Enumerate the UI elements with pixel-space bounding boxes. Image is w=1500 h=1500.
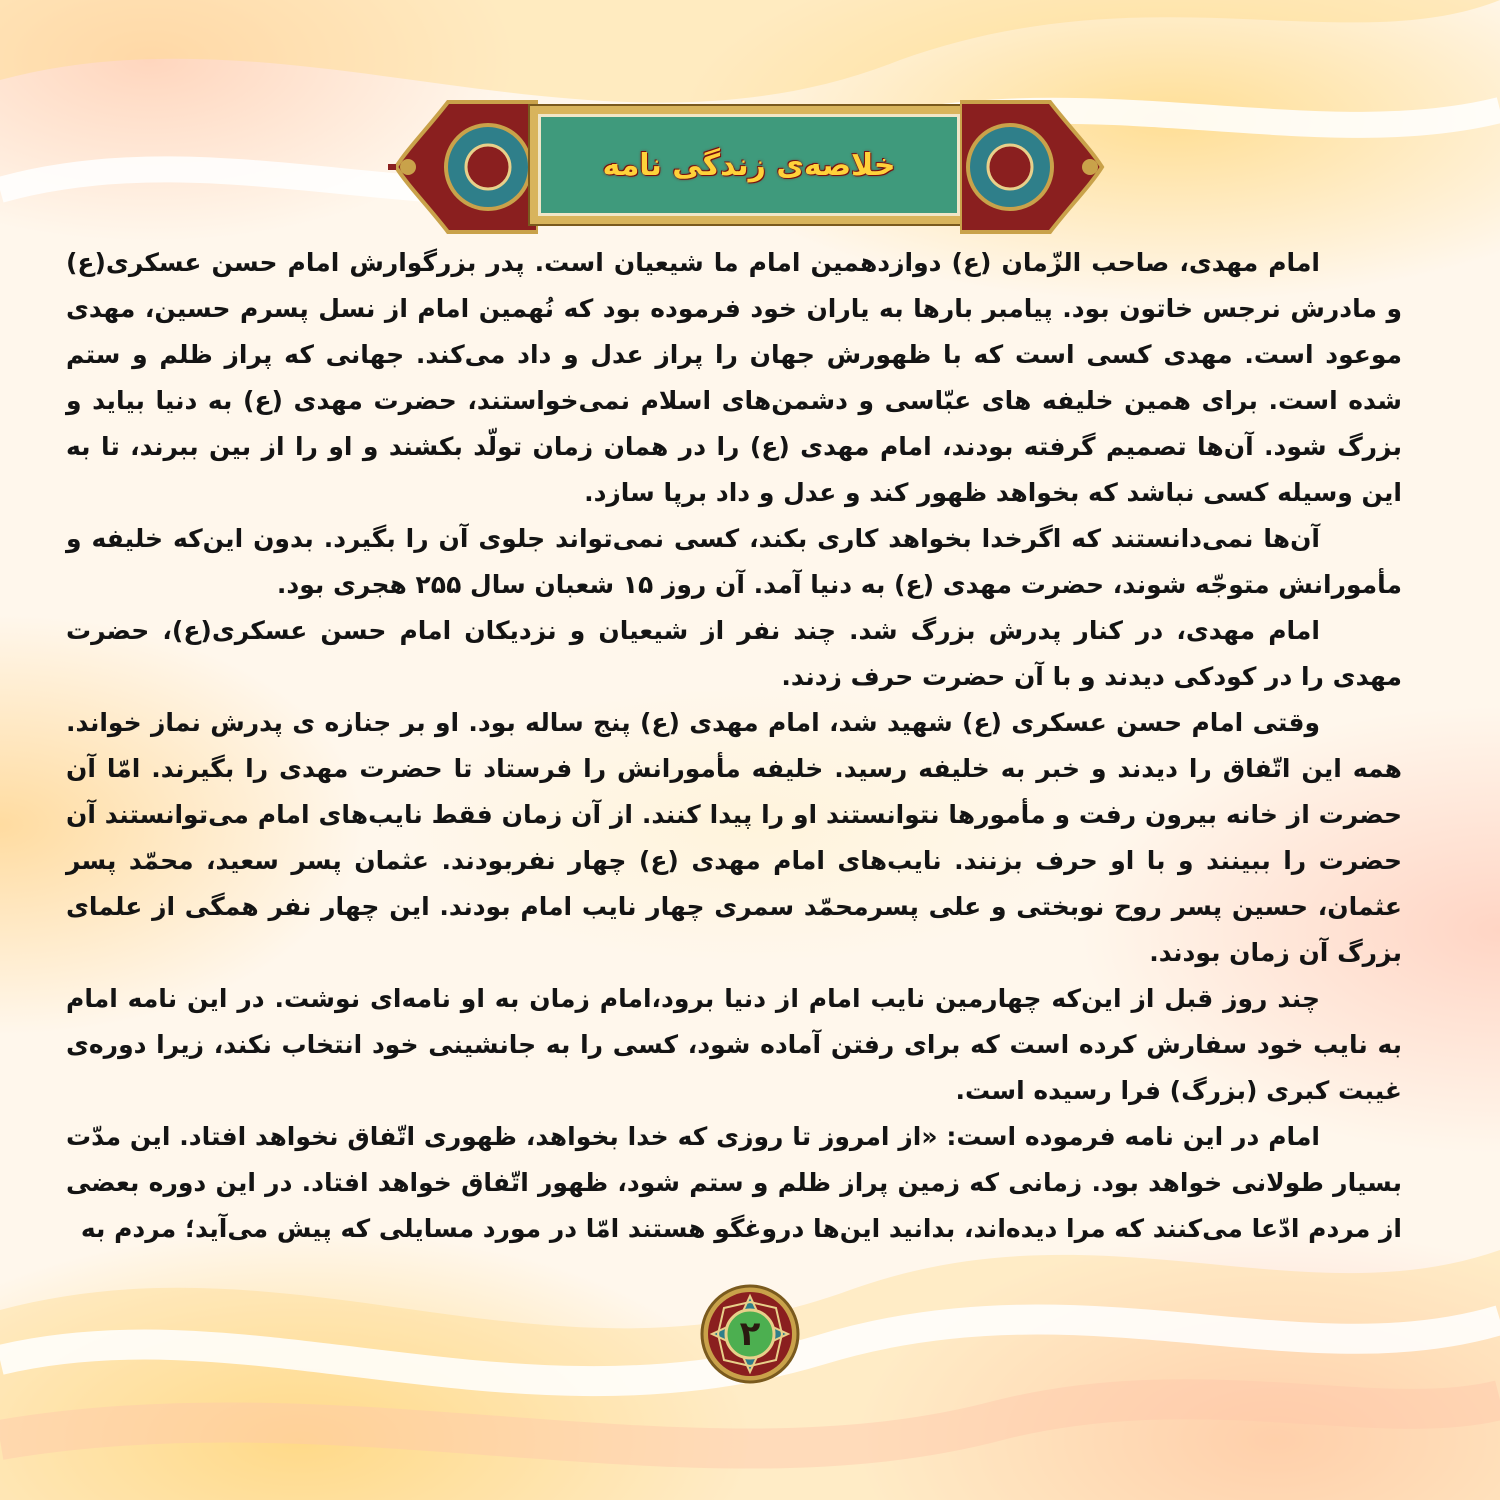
paragraph: امام مهدی، در کنار پدرش بزرگ شد. چند نفر از شیعیان و نزدیکان امام حسن عسکری(ع)، حضرت مهدی را در کودکی دیدند و با آن حضرت حرف زدند.	[66, 616, 1402, 691]
paragraph: وقتی امام حسن عسکری (ع) شهید شد، امام مهدی (ع) پنج ساله بود. او بر جنازه ی پدرش نماز خواند. همه این اتّفاق را دیدند و خبر به خلیفه رسید. خلیفه مأمورانش را فرستاد تا حضرت مهدی را بگیرند. امّا آن حضرت از خانه بیرون رفت و مأمورها نتوانستند او را پیدا کنند. از آن زمان فقط نایب‌های امام می‌توانستند آن حضرت را ببینند و با او حرف بزنند. نایب‌های امام مهدی (ع) چهار نفربودند. عثمان پسر سعید، محمّد پسر عثمان، حسین پسر روح نوبختی و علی پسرمحمّد سمری چهار نایب امام بودند. این چهار نفر همگی از علمای بزرگ آن زمان بودند.	[66, 708, 1402, 967]
page-title: خلاصه‌ی زندگی نامه	[602, 147, 896, 183]
arabesque-ornament-right	[960, 98, 1110, 236]
paragraph: آن‌ها نمی‌دانستند که اگرخدا بخواهد کاری بکند، کسی نمی‌تواند جلوی آن را بگیرد. بدون این‌که خلیفه و مأمورانش متوجّه شوند، حضرت مهدی (ع) به دنیا آمد. آن روز ۱۵ شعبان سال ۲۵۵ هجری بود.	[66, 524, 1402, 599]
title-banner	[388, 98, 1110, 236]
page-number: ۲	[739, 1314, 761, 1354]
paragraph: امام مهدی، صاحب الزّمان (ع) دوازدهمین امام ما شیعیان است. پدر بزرگوارش امام حسن عسکری(ع) و مادرش نرجس خاتون بود. پیامبر بارها به یاران خود فرموده بود که نُهمین امام از نسل پسرم حسین، مهدی موعود است. مهدی کسی است که با ظهورش جهان را پراز عدل و داد می‌کند. جهانی که پراز ظلم و ستم شده است. برای همین خلیفه های عبّاسی و دشمن‌های اسلام نمی‌خواستند، حضرت مهدی (ع) به دنیا بیاید و بزرگ شود. آن‌ها تصمیم گرفته بودند، امام مهدی (ع) را در همان زمان تولّد بکشند و او را از بین ببرند، تا به این وسیله کسی نباشد که بخواهد ظهور کند و عدل و داد برپا سازد.	[66, 248, 1402, 507]
biography-text	[66, 240, 1402, 1252]
title-plate	[528, 104, 970, 226]
paragraph: امام در این نامه فرموده است: «از امروز تا روزی که خدا بخواهد، ظهوری اتّفاق نخواهد افتاد. این مدّت بسیار طولانی خواهد بود. زمانی که زمین پراز ظلم و ستم شود، ظهور اتّفاق خواهد افتاد. در این دوره بعضی از مردم ادّعا می‌کنند که مرا دیده‌اند، بدانید این‌ها دروغگو هستند امّا در مورد مسایلی که پیش می‌آید؛ مردم به	[66, 1122, 1402, 1243]
arabesque-ornament-left	[388, 98, 538, 236]
page-number-badge	[676, 1284, 824, 1384]
title-inner	[538, 114, 960, 216]
paragraph: چند روز قبل از این‌که چهارمین نایب امام از دنیا برود،امام زمان به او نامه‌ای نوشت. در این نامه امام به نایب خود سفارش کرده است که برای رفتن آماده شود، کسی را به جانشینی خود انتخاب نکند، زیرا دوره‌ی غیبت کبری (بزرگ) فرا رسیده است.	[66, 984, 1402, 1105]
